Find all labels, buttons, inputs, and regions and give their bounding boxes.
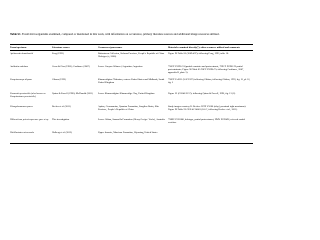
source-cell: Holberg et al. (2013) bbox=[52, 130, 98, 144]
taxon-cell: Hirilliastatus microseola bbox=[10, 130, 52, 144]
taxon-cell: Camnotia proctoridis (also known as Campinotaxus proctoridis) bbox=[10, 91, 46, 98]
materials-cell: *NICF P5996-74 (partial countries and protrectment, *NICF P5996-76 partial protectminate; Figure 96 Table 85 NICF P5996-75; following Cardinace, 2007, appendix B, plate 3). bbox=[168, 65, 244, 75]
occurrence-cell: Kimmeridgian /Tithonian, eastern United States and Midlands, South United Kingdom bbox=[98, 78, 165, 85]
table-number: Table S1. bbox=[10, 32, 22, 36]
table-row bbox=[10, 77, 253, 90]
materials-cell: Study images courtesy R. Becker: IVPP V1660 (ethyl, proximal right maximum). Figure 96 Table 95 GE/L4C14001 (6A/C, following Becker et al., 2011). bbox=[168, 104, 247, 111]
caption-text: Fossil microorganisms examined, compared or mentioned in this work, with information on occurrence, primary literature sources and additional image resources utilized. bbox=[22, 32, 220, 36]
source-cell: Gibson (1993) bbox=[52, 78, 66, 82]
fossil-table bbox=[10, 44, 253, 144]
table-row bbox=[10, 116, 253, 129]
header-occurrence: Occurrence/provenance bbox=[98, 45, 168, 51]
taxon-cell: Auldestia amblana bbox=[10, 65, 28, 69]
occurrence-cell: Aptian, Cenomanian, Quantou Formation, Songliao Basin, Jilin Province, People's Republic of China bbox=[98, 104, 159, 111]
source-cell: Becker et al. (2011) bbox=[52, 104, 71, 108]
taxon-cell: Campionouspe dispeer bbox=[10, 78, 32, 82]
occurrence-cell: Lower Albian, Samarella Formation (Henry Greigs / Voelo), Australia bbox=[98, 117, 165, 121]
table-row bbox=[10, 103, 253, 116]
materials-cell: *NMV P231880, holotype, partial protrectment, NMV P229496, referred caudal vertebra. bbox=[168, 117, 245, 124]
taxon-cell: Aphiernotia bantrhuchii bbox=[10, 52, 34, 56]
table-row bbox=[10, 64, 253, 77]
materials-cell: Figure 32 (GS348 3157); following Quinn & Powell, 1996, fig. 13 (2). bbox=[168, 91, 236, 95]
occurrence-cell: Upper Jurassic, Morrison Formation, Wyoming, United States bbox=[98, 130, 168, 144]
table-row bbox=[10, 90, 253, 103]
occurrence-cell: Lower Kimmeridgian /Kimmeridge Clay, United Kingdom bbox=[98, 91, 155, 95]
header-literature: Literature source bbox=[52, 45, 98, 51]
header-taxon: Taxon/specimen bbox=[10, 45, 52, 51]
materials-cell: Figure 96 Table 85 (2009-497); following Peng, 1993, table 18. bbox=[168, 52, 229, 56]
source-cell: Cross & Oiro (1985); Cardinace (2007) bbox=[52, 65, 90, 69]
occurrence-cell: Baitoutown Collecion, Sichuan Province, People's Republic of China Holotype (a, 2000) bbox=[98, 52, 165, 59]
materials-cell bbox=[168, 130, 253, 144]
table-row bbox=[10, 50, 253, 64]
source-cell: Quinn & Powell (1996); McDonald (2011) bbox=[52, 91, 94, 95]
taxon-cell: Hillersiricea pricsiscopa mer. gen. et sp. bbox=[10, 117, 49, 121]
table-row bbox=[10, 130, 253, 144]
source-cell: Peng (1993) bbox=[52, 52, 64, 56]
source-cell: This investigation bbox=[52, 117, 70, 121]
taxon-cell: Changchanaurea parva bbox=[10, 104, 33, 108]
materials-cell: *NICF P-4321 (S-IC3597) following Gibbon, following Gibbon, 1993, fig. 15, pl. 16, fig. 5 bbox=[168, 78, 251, 85]
header-materials: Materials examined directly(*), other resources utilized and comments bbox=[168, 45, 253, 51]
occurrence-cell: Lower Canyon Alliance (Argentina; Argentina bbox=[98, 65, 143, 69]
table-caption bbox=[10, 33, 253, 37]
